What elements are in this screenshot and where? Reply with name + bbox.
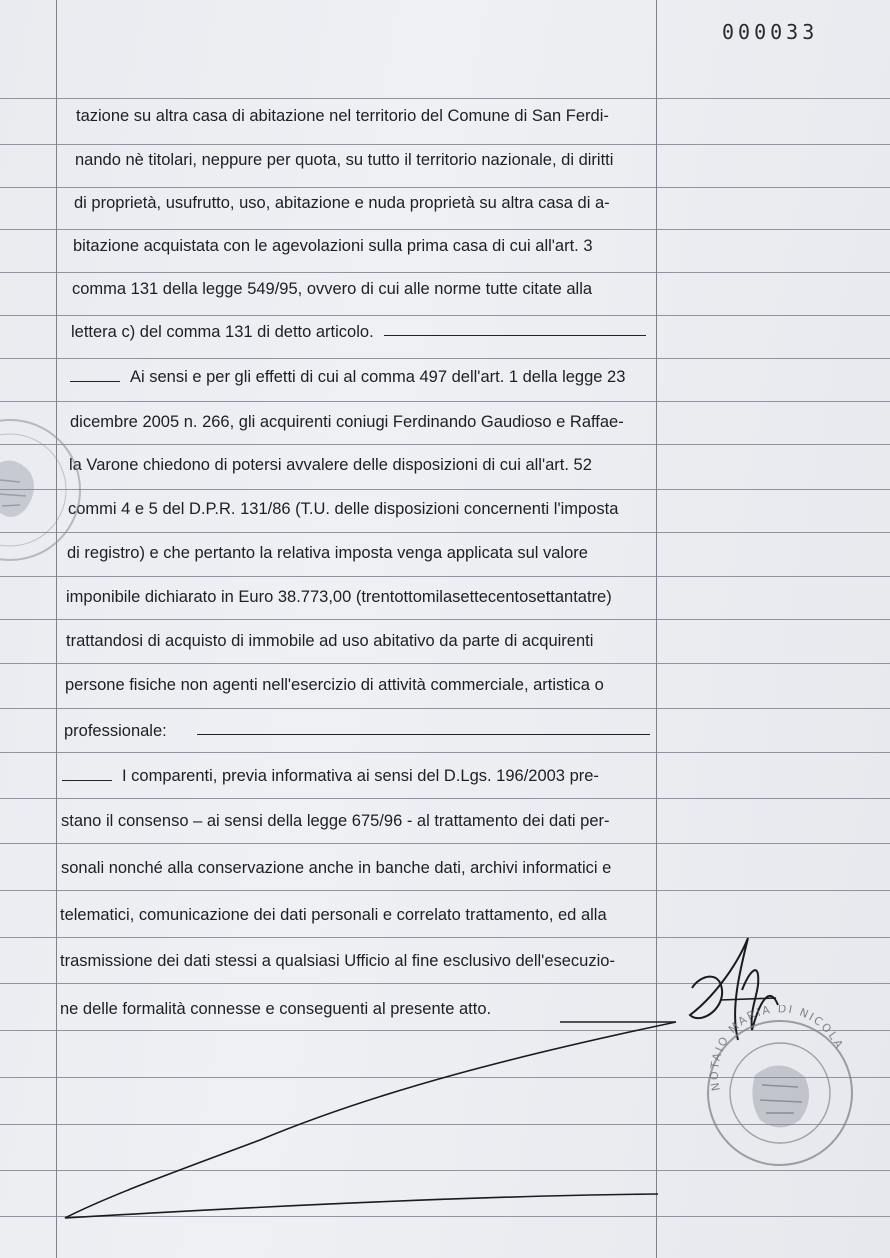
text-line: ne delle formalità connesse e conseguenti al presente atto. bbox=[60, 1000, 492, 1018]
ruled-line bbox=[0, 187, 890, 188]
ruled-line bbox=[0, 576, 890, 577]
ruled-line bbox=[0, 315, 890, 316]
ruled-line bbox=[0, 229, 890, 230]
text-line: Ai sensi e per gli effetti di cui al comma 497 dell'art. 1 della legge 23 bbox=[70, 364, 656, 390]
text-line: tazione su altra casa di abitazione nel territorio del Comune di San Ferdi- bbox=[76, 107, 609, 125]
ruled-line bbox=[0, 752, 890, 753]
ruled-line bbox=[0, 358, 890, 359]
filler-line bbox=[384, 335, 646, 336]
text-line: di proprietà, usufrutto, uso, abitazione e nuda proprietà su altra casa di a- bbox=[74, 194, 610, 212]
text-line: la Varone chiedono di potersi avvalere delle disposizioni di cui all'art. 52 bbox=[69, 456, 592, 474]
left-stamp-seal bbox=[0, 410, 90, 570]
ruled-line bbox=[0, 619, 890, 620]
ruled-line bbox=[0, 663, 890, 664]
notary-stamp-seal bbox=[700, 1005, 860, 1175]
text-line: imponibile dichiarato in Euro 38.773,00 (trentottomilasettecentosettantatre) bbox=[66, 588, 612, 606]
svg-text:NOTAIO MARIA DI NICOLA: NOTAIO MARIA DI NICOLA bbox=[707, 1005, 847, 1092]
ruled-line bbox=[0, 98, 890, 99]
text-line: stano il consenso – ai sensi della legge 675/96 - al trattamento dei dati per- bbox=[61, 812, 610, 830]
text-line: lettera c) del comma 131 di detto articolo. bbox=[71, 319, 646, 345]
text-line: trasmissione dei dati stessi a qualsiasi Ufficio al fine esclusivo dell'esecuzio- bbox=[60, 952, 615, 970]
ruled-line bbox=[0, 401, 890, 402]
ruled-line bbox=[0, 489, 890, 490]
ruled-line bbox=[0, 444, 890, 445]
text-line: I comparenti, previa informativa ai sensi del D.Lgs. 196/2003 pre- bbox=[62, 763, 656, 789]
filler-line bbox=[62, 780, 112, 781]
text-line: comma 131 della legge 549/95, ovvero di cui alle norme tutte citate alla bbox=[72, 280, 593, 298]
ruled-line bbox=[0, 532, 890, 533]
ruled-line bbox=[0, 843, 890, 844]
ruled-line bbox=[0, 144, 890, 145]
ruled-line bbox=[0, 798, 890, 799]
page-number: 000033 bbox=[722, 20, 819, 44]
text-line: bitazione acquistata con le agevolazioni sulla prima casa di cui all'art. 3 bbox=[73, 237, 593, 255]
ruled-line bbox=[0, 272, 890, 273]
text-line: persone fisiche non agenti nell'esercizio di attività commerciale, artistica o bbox=[65, 676, 604, 694]
closing-pen-stroke bbox=[0, 1000, 700, 1230]
ruled-line bbox=[0, 708, 890, 709]
text-line: professionale: bbox=[64, 718, 650, 744]
text-line: telematici, comunicazione dei dati personali e correlato trattamento, ed alla bbox=[60, 906, 607, 924]
text-line: commi 4 e 5 del D.P.R. 131/86 (T.U. delle disposizioni concernenti l'imposta bbox=[68, 500, 619, 518]
filler-line bbox=[70, 381, 120, 382]
text-line: di registro) e che pertanto la relativa imposta venga applicata sul valore bbox=[67, 544, 588, 562]
text-line: trattandosi di acquisto di immobile ad uso abitativo da parte di acquirenti bbox=[66, 632, 594, 650]
text-line: dicembre 2005 n. 266, gli acquirenti coniugi Ferdinando Gaudioso e Raffae- bbox=[70, 413, 624, 431]
filler-line bbox=[197, 734, 650, 735]
ruled-line bbox=[0, 890, 890, 891]
text-line: sonali nonché alla conservazione anche in banche dati, archivi informatici e bbox=[61, 859, 612, 877]
text-line: nando nè titolari, neppure per quota, su tutto il territorio nazionale, di diritti bbox=[75, 151, 614, 169]
